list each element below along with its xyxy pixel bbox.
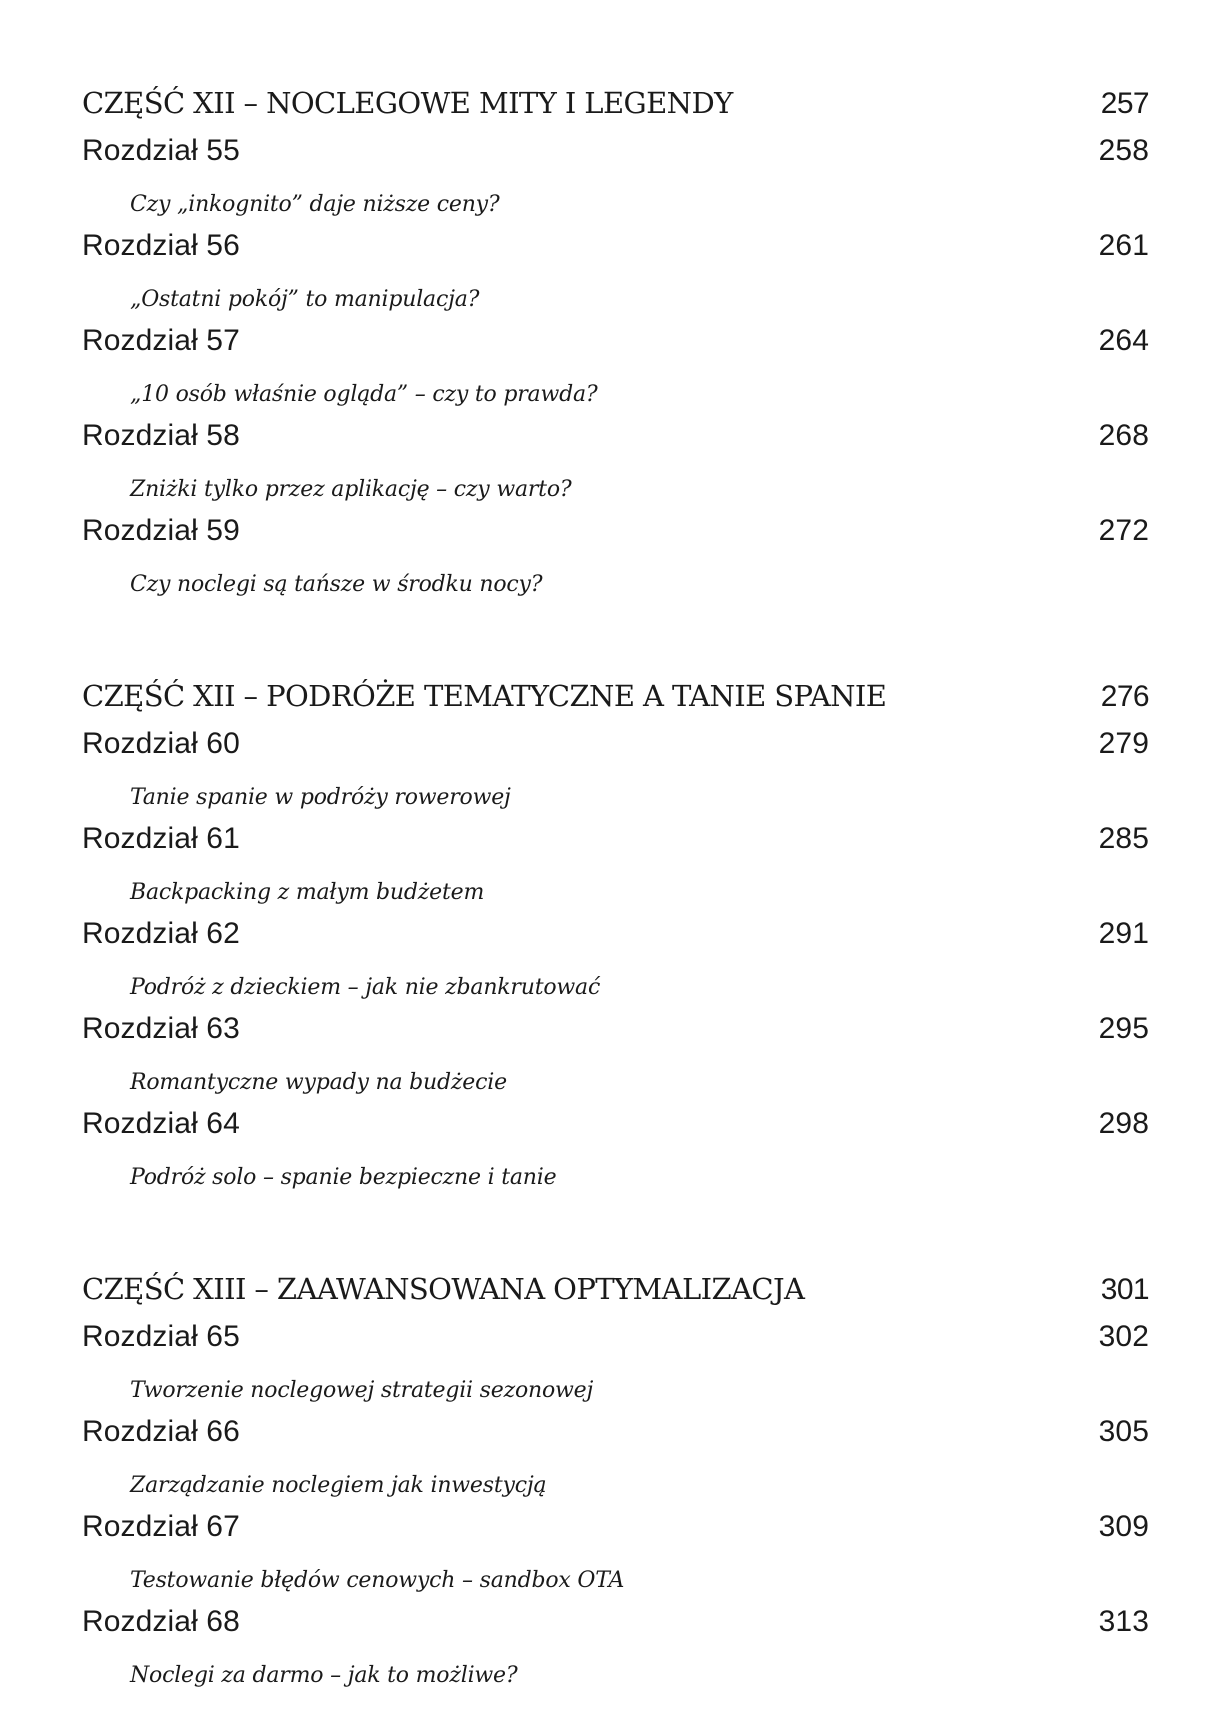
chapter-label: Rozdział 68 xyxy=(82,1605,240,1638)
chapter-page-number: 272 xyxy=(1098,514,1149,547)
chapter-page-number: 298 xyxy=(1098,1107,1149,1140)
chapter-page-number: 295 xyxy=(1098,1012,1149,1045)
chapter-page-number: 279 xyxy=(1098,727,1149,760)
chapter-entry xyxy=(82,324,1149,419)
chapter-label: Rozdział 58 xyxy=(82,419,240,452)
chapter-entry xyxy=(82,1510,1149,1605)
chapter-label: Rozdział 55 xyxy=(82,134,240,167)
chapter-subtitle: „Ostatni pokój” to manipulacja? xyxy=(130,287,480,312)
chapter-entry xyxy=(82,229,1149,324)
chapter-label: Rozdział 57 xyxy=(82,324,240,357)
chapter-label: Rozdział 66 xyxy=(82,1415,240,1448)
chapter-subtitle: Podróż solo – spanie bezpieczne i tanie xyxy=(130,1165,557,1190)
chapter-heading xyxy=(82,134,1149,180)
chapter-heading xyxy=(82,324,1149,370)
chapter-page-number: 285 xyxy=(1098,822,1149,855)
toc-part xyxy=(82,86,1149,609)
chapter-label: Rozdział 61 xyxy=(82,822,240,855)
chapter-heading xyxy=(82,1510,1149,1556)
chapter-subtitle: Testowanie błędów cenowych – sandbox OTA xyxy=(130,1568,625,1593)
chapter-page-number: 305 xyxy=(1098,1415,1149,1448)
chapter-heading xyxy=(82,514,1149,560)
chapter-label: Rozdział 60 xyxy=(82,727,240,760)
chapter-entry xyxy=(82,134,1149,229)
chapter-heading xyxy=(82,1320,1149,1366)
chapter-subtitle: Zniżki tylko przez aplikację – czy warto? xyxy=(130,477,572,502)
toc-part xyxy=(82,1272,1149,1700)
chapter-subtitle: Czy „inkognito” daje niższe ceny? xyxy=(130,192,500,217)
chapter-label: Rozdział 67 xyxy=(82,1510,240,1543)
chapter-subtitle: „10 osób właśnie ogląda” – czy to prawda? xyxy=(130,382,598,407)
chapter-heading xyxy=(82,917,1149,963)
chapter-label: Rozdział 63 xyxy=(82,1012,240,1045)
chapter-subtitle: Tanie spanie w podróży rowerowej xyxy=(130,785,511,810)
chapter-heading xyxy=(82,1605,1149,1651)
chapter-page-number: 261 xyxy=(1098,229,1149,262)
chapter-subtitle: Noclegi za darmo – jak to możliwe? xyxy=(130,1663,518,1688)
part-title: CZĘŚĆ XII – NOCLEGOWE MITY I LEGENDY xyxy=(82,86,733,120)
chapter-page-number: 268 xyxy=(1098,419,1149,452)
chapter-heading xyxy=(82,822,1149,868)
part-title: CZĘŚĆ XII – PODRÓŻE TEMATYCZNE A TANIE SPANIE xyxy=(82,679,887,713)
chapter-subtitle: Podróż z dzieckiem – jak nie zbankrutować xyxy=(130,975,601,1000)
chapter-heading xyxy=(82,1415,1149,1461)
part-page-number: 257 xyxy=(1100,87,1149,120)
chapter-heading xyxy=(82,1107,1149,1153)
chapter-label: Rozdział 65 xyxy=(82,1320,240,1353)
part-page-number: 276 xyxy=(1100,680,1149,713)
chapter-heading xyxy=(82,229,1149,275)
chapter-entry xyxy=(82,1605,1149,1700)
chapter-entry xyxy=(82,822,1149,917)
chapter-subtitle: Czy noclegi są tańsze w środku nocy? xyxy=(130,572,543,597)
chapter-heading xyxy=(82,1012,1149,1058)
chapter-entry xyxy=(82,1320,1149,1415)
chapter-heading xyxy=(82,727,1149,773)
chapter-page-number: 302 xyxy=(1098,1320,1149,1353)
chapter-page-number: 264 xyxy=(1098,324,1149,357)
chapter-page-number: 313 xyxy=(1098,1605,1149,1638)
chapter-subtitle: Zarządzanie noclegiem jak inwestycją xyxy=(130,1473,547,1498)
chapter-subtitle: Backpacking z małym budżetem xyxy=(130,880,485,905)
chapter-entry xyxy=(82,1107,1149,1202)
toc-part xyxy=(82,679,1149,1202)
chapter-entry xyxy=(82,1415,1149,1510)
part-heading xyxy=(82,1272,1149,1320)
chapter-page-number: 258 xyxy=(1098,134,1149,167)
table-of-contents xyxy=(82,86,1149,1700)
part-page-number: 301 xyxy=(1100,1273,1149,1306)
chapter-entry xyxy=(82,419,1149,514)
chapter-entry xyxy=(82,727,1149,822)
chapter-entry xyxy=(82,514,1149,609)
chapter-entry xyxy=(82,1012,1149,1107)
chapter-label: Rozdział 56 xyxy=(82,229,240,262)
chapter-entry xyxy=(82,917,1149,1012)
chapter-label: Rozdział 62 xyxy=(82,917,240,950)
chapter-page-number: 291 xyxy=(1098,917,1149,950)
chapter-page-number: 309 xyxy=(1098,1510,1149,1543)
chapter-label: Rozdział 59 xyxy=(82,514,240,547)
chapter-label: Rozdział 64 xyxy=(82,1107,240,1140)
chapter-subtitle: Tworzenie noclegowej strategii sezonowej xyxy=(130,1378,594,1403)
chapter-subtitle: Romantyczne wypady na budżecie xyxy=(130,1070,507,1095)
part-heading xyxy=(82,86,1149,134)
chapter-heading xyxy=(82,419,1149,465)
part-title: CZĘŚĆ XIII – ZAAWANSOWANA OPTYMALIZACJA xyxy=(82,1272,805,1306)
part-heading xyxy=(82,679,1149,727)
